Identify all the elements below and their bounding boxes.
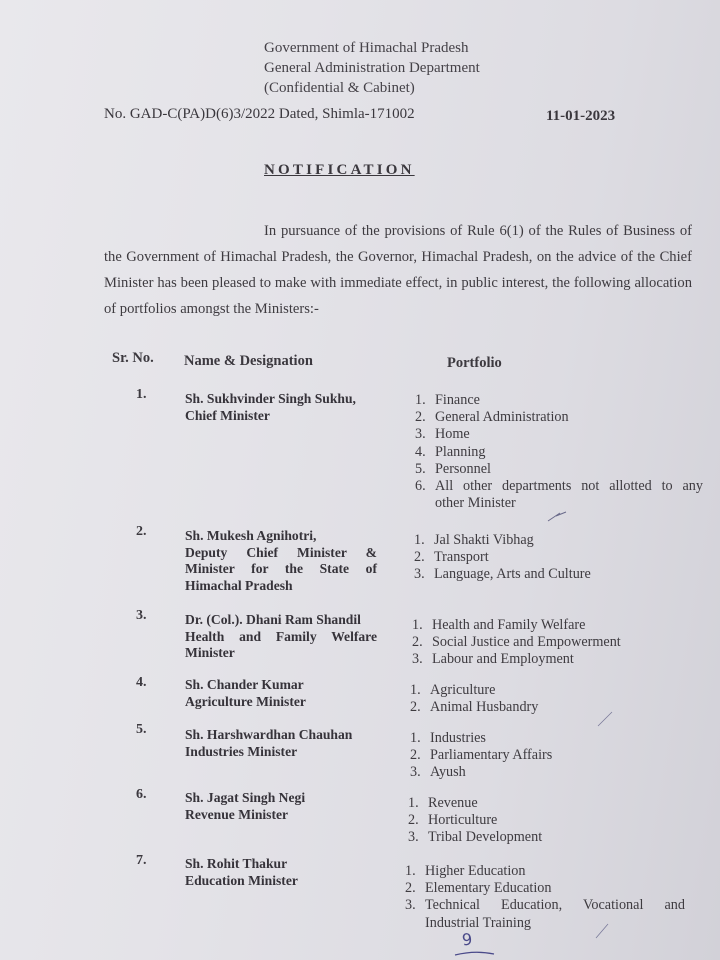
minister-name bbox=[185, 856, 377, 889]
notification-title: NOTIFICATION bbox=[264, 162, 415, 178]
intro-paragraph: In pursuance of the provisions of Rule 6(1) of the Rules of Business of the Government of Himachal Pradesh, the Governor, Himachal Pradesh, on the advice of the Chief Minister has been pleased to make with immediate effect, in public interest, the following allocation of portfolios amongst the Ministers:- bbox=[104, 223, 692, 317]
portfolio-item: 1. Agriculture bbox=[410, 682, 496, 698]
minister-sr-no: 5. bbox=[136, 722, 147, 737]
minister-sr-no: 1. bbox=[136, 387, 147, 402]
minister-name-line: Sh. Sukhvinder Singh Sukhu, bbox=[185, 391, 356, 406]
minister-name-line: Dr. (Col.). Dhani Ram Shandil bbox=[185, 612, 361, 627]
portfolio-list bbox=[405, 863, 685, 932]
portfolio-list bbox=[408, 795, 708, 847]
portfolio-item: 3. Technical Education, Vocational and bbox=[405, 897, 685, 914]
minister-name bbox=[185, 790, 377, 823]
portfolio-item: 3. Labour and Employment bbox=[412, 651, 574, 668]
portfolio-item: 2. Elementary Education bbox=[405, 880, 552, 897]
page-mark-underline bbox=[455, 952, 494, 955]
minister-name-line: Sh. Mukesh Agnihotri, bbox=[185, 528, 317, 543]
minister-sr-no: 2. bbox=[136, 524, 147, 539]
portfolio-item: 2. Transport bbox=[414, 549, 489, 566]
minister-designation-line: Minister for the State of bbox=[185, 561, 377, 576]
tick-mark bbox=[548, 512, 566, 521]
portfolio-list bbox=[415, 392, 703, 512]
handwritten-page-number: 9 bbox=[461, 929, 474, 950]
minister-designation-line: Industries Minister bbox=[185, 743, 298, 759]
portfolio-item: 3. Home bbox=[415, 426, 470, 443]
portfolio-item: 3. Ayush bbox=[410, 764, 466, 781]
portfolio-item: 2. Social Justice and Empowerment bbox=[412, 634, 621, 651]
minister-name-line: Sh. Harshwardhan Chauhan bbox=[185, 727, 353, 742]
minister-name bbox=[185, 612, 377, 662]
portfolio-list bbox=[412, 617, 712, 669]
portfolio-item: 1. Industries bbox=[410, 730, 486, 746]
letterhead-section: (Confidential & Cabinet) bbox=[264, 80, 415, 96]
portfolio-item: 3. Tribal Development bbox=[408, 829, 543, 846]
reference-date: 11-01-2023 bbox=[546, 108, 616, 124]
minister-name-line: Sh. Rohit Thakur bbox=[185, 856, 288, 871]
minister-sr-no: 7. bbox=[136, 853, 147, 868]
column-header-name: Name & Designation bbox=[184, 353, 313, 369]
minister-designation-line: Himachal Pradesh bbox=[185, 577, 293, 593]
letterhead-government: Government of Himachal Pradesh bbox=[264, 40, 469, 56]
minister-name bbox=[185, 727, 377, 760]
portfolio-item: 2. Animal Husbandry bbox=[410, 699, 539, 716]
portfolio-item: 2. Horticulture bbox=[408, 812, 498, 829]
minister-sr-no: 4. bbox=[136, 675, 147, 690]
portfolio-item: 1. Higher Education bbox=[405, 863, 526, 879]
portfolio-item: 2. Parliamentary Affairs bbox=[410, 747, 553, 764]
portfolio-item: 1. Health and Family Welfare bbox=[412, 617, 586, 633]
portfolio-item-continued: other Minister bbox=[435, 495, 516, 512]
minister-name bbox=[185, 528, 377, 594]
portfolio-item-continued: Industrial Training bbox=[425, 914, 532, 931]
minister-sr-no: 3. bbox=[136, 608, 147, 623]
minister-name bbox=[185, 391, 377, 424]
minister-designation-line: Chief Minister bbox=[185, 407, 270, 423]
minister-sr-no: 6. bbox=[136, 787, 147, 802]
minister-designation-line: Minister bbox=[185, 645, 235, 660]
letterhead-department: General Administration Department bbox=[264, 60, 480, 76]
portfolio-item: 6. All other departments not allotted to any bbox=[415, 478, 703, 495]
minister-designation-line: Agriculture Minister bbox=[185, 693, 306, 709]
minister-name-line: Sh. Jagat Singh Negi bbox=[185, 790, 306, 805]
portfolio-list bbox=[410, 730, 710, 782]
minister-designation-line: Health and Family Welfare bbox=[185, 628, 377, 644]
portfolio-item: 1. Revenue bbox=[408, 795, 478, 811]
minister-designation-line: Revenue Minister bbox=[185, 806, 289, 822]
minister-designation-line: Deputy Chief Minister & bbox=[185, 544, 377, 560]
minister-designation-line: Education Minister bbox=[185, 872, 298, 888]
reference-number: No. GAD-C(PA)D(6)3/2022 Dated, Shimla-171002 bbox=[104, 106, 415, 122]
portfolio-item: 1. Finance bbox=[415, 392, 480, 408]
portfolio-item: 3. Language, Arts and Culture bbox=[414, 566, 591, 583]
portfolio-list bbox=[410, 682, 710, 716]
minister-name bbox=[185, 677, 377, 710]
column-header-sr-no: Sr. No. bbox=[112, 350, 154, 366]
portfolio-item: 5. Personnel bbox=[415, 460, 491, 477]
portfolio-list bbox=[414, 532, 714, 584]
portfolio-item: 1. Jal Shakti Vibhag bbox=[414, 532, 534, 548]
portfolio-item: 2. General Administration bbox=[415, 409, 569, 426]
portfolio-item: 4. Planning bbox=[415, 443, 486, 460]
minister-name-line: Sh. Chander Kumar bbox=[185, 677, 304, 692]
column-header-portfolio: Portfolio bbox=[447, 355, 502, 371]
letterhead bbox=[264, 38, 480, 98]
